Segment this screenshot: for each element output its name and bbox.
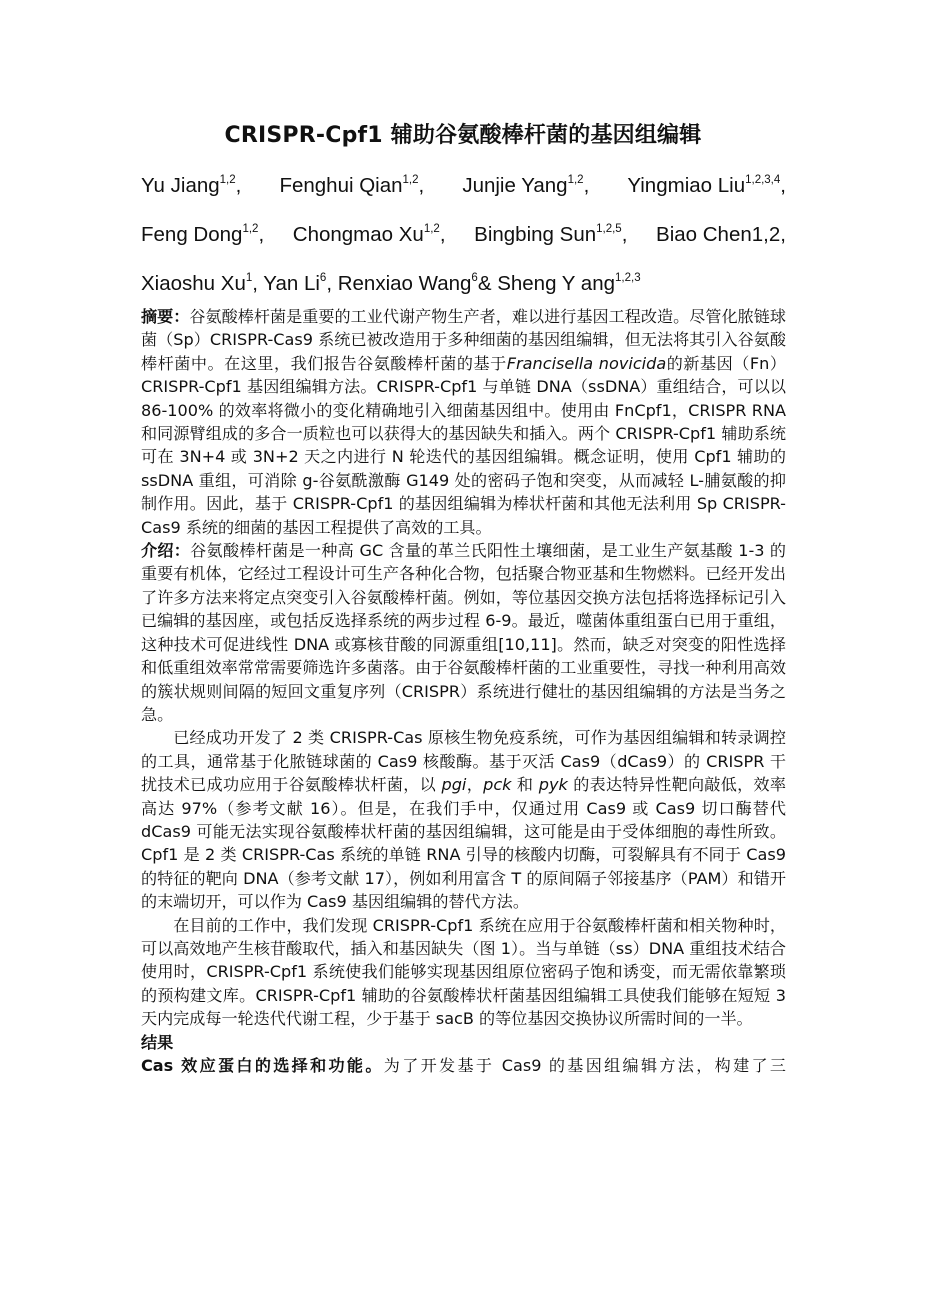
- abstract-label: 摘要：: [141, 307, 190, 326]
- author: Yingmiao Liu$^{1,2,3,4}$,: [627, 174, 786, 197]
- author: Yu Jiang$^{1,2}$,: [141, 174, 242, 197]
- author: Feng Dong$^{1,2}$,: [141, 223, 265, 246]
- author: Chongmao Xu$^{1,2}$,: [292, 223, 446, 246]
- author: Bingbing Sun$^{1,2,5}$,: [474, 223, 628, 246]
- author-line-1: [141, 172, 786, 200]
- author-line-2: [141, 221, 786, 249]
- results-paragraph: Cas 效应蛋白的选择和功能。为了开发基于 Cas9 的基因组编辑方法，构建了三: [141, 1056, 786, 1075]
- intro-paragraph-1: 介绍：谷氨酸棒杆菌是一种高 GC 含量的革兰氏阳性土壤细菌，是工业生产氨基酸 1-3 的重要有机体，它经过工程设计可生产各种化合物，包括聚合物亚基和生物燃料。已经开发出了许多方法来将定点突变引入谷氨酸棒杆菌。例如，等位基因交换方法包括将选择标记引入已编辑的基因座，或包括反选择系统的两步过程 6-9。最近，噬菌体重组蛋白已用于重组，这种技术可促进线性 DNA 或寡核苷酸的同源重组[10,11]。然而，缺乏对突变的阳性选择和低重组效率常常需要筛选许多菌落。由于谷氨酸棒杆菌的工业重要性，寻找一种利用高效的簇状规则间隔的短回文重复序列（CRISPR）系统进行健壮的基因组编辑的方法是当务之急。: [141, 541, 786, 724]
- author: Junjie Yang$^{1,2}$,: [462, 174, 590, 197]
- intro-label: 介绍：: [141, 541, 191, 561]
- abstract-paragraph: 摘要：谷氨酸棒杆菌是重要的工业代谢产物生产者，难以进行基因工程改造。尽管化脓链球菌（Sp）CRISPR-Cas9 系统已被改造用于多种细菌的基因组编辑，但无法将其引入谷氨酸棒杆菌中。在这里，我们报告谷氨酸棒杆菌的基于Francisella novicida的新基因（Fn）CRISPR-Cpf1 基因组编辑方法。CRISPR-Cpf1 与单链 DNA（ssDNA）重组结合，可以以 86-100% 的效率将微小的变化精确地引入细菌基因组中。使用由 FnCpf1，CRISPR RNA 和同源臂组成的多合一质粒也可以获得大的基因缺失和插入。两个 CRISPR-Cpf1 辅助系统可在 3N+4 或 3N+2 天之内进行 N 轮迭代的基因组编辑。概念证明，使用 Cpf1 辅助的 ssDNA 重组，可消除 g-谷氨酰激酶 G149 处的密码子饱和突变，从而减轻 L-脯氨酸的抑制作用。因此，基于 CRISPR-Cpf1 的基因组编辑为棒状杆菌和其他无法利用 Sp CRISPR-Cas9 系统的细菌的基因工程提供了高效的工具。: [141, 307, 787, 537]
- intro-paragraph-3: 在目前的工作中，我们发现 CRISPR-Cpf1 系统在应用于谷氨酸棒杆菌和相关物种时，可以高效地产生核苷酸取代，插入和基因缺失（图 1）。当与单链（ss）DNA 重组技术结合使用时，CRISPR-Cpf1 系统使我们能够实现基因组原位密码子饱和诱变，而无需依靠繁琐的预构建文库。CRISPR-Cpf1 辅助的谷氨酸棒状杆菌基因组编辑工具使我们能够在短短 3 天内完成每一轮迭代代谢工程，少于基于 sacB 的等位基因交换协议所需时间的一半。: [141, 915, 786, 1029]
- results-subheading: Cas 效应蛋白的选择和功能。: [141, 1056, 384, 1075]
- gene-name: pyk: [538, 775, 568, 795]
- author: Xiaoshu Xu$^1$,: [141, 272, 264, 295]
- species-name: Francisella novicida: [506, 353, 667, 373]
- author-line-3: [141, 270, 786, 298]
- results-heading: 结果: [141, 1032, 174, 1052]
- author: Biao Chen1,2,: [656, 223, 786, 246]
- gene-name: pgi: [441, 775, 467, 795]
- gene-name: pck: [483, 775, 512, 795]
- body-text: [141, 305, 786, 1077]
- author: Fenghui Qian$^{1,2}$,: [279, 174, 425, 197]
- paper-title: CRISPR-Cpf1 辅助谷氨酸棒杆菌的基因组编辑: [224, 123, 702, 148]
- author: Renxiao Wang$^6$: [337, 272, 478, 295]
- author: & Sheng Y ang$^{1,2,3}$: [477, 272, 641, 295]
- intro-paragraph-2: 已经成功开发了 2 类 CRISPR-Cas 原核生物免疫系统，可作为基因组编辑和转录调控的工具，通常基于化脓链球菌的 Cas9 核酸酶。基于灭活 Cas9（dCas9）的 CRISPR 干扰技术已成功应用于谷氨酸棒状杆菌，以 pgi，pck 和 pyk 的表达特异性靶向敲低，效率高达 97%（参考文献 16）。但是，在我们手中，仅通过用 Cas9 或 Cas9 切口酶替代 dCas9 可能无法实现谷氨酸棒状杆菌的基因组编辑，这可能是由于受体细胞的毒性所致。Cpf1 是 2 类 CRISPR-Cas 系统的单链 RNA 引导的核酸内切酶，可裂解具有不同于 Cas9 的特征的靶向 DNA（参考文献 17），例如利用富含 T 的原间隔子邻接基序（PAM）和错开的末端切开，可以作为 Cas9 基因组编辑的替代方法。: [141, 728, 787, 912]
- author: Yan Li$^6$,: [263, 272, 338, 295]
